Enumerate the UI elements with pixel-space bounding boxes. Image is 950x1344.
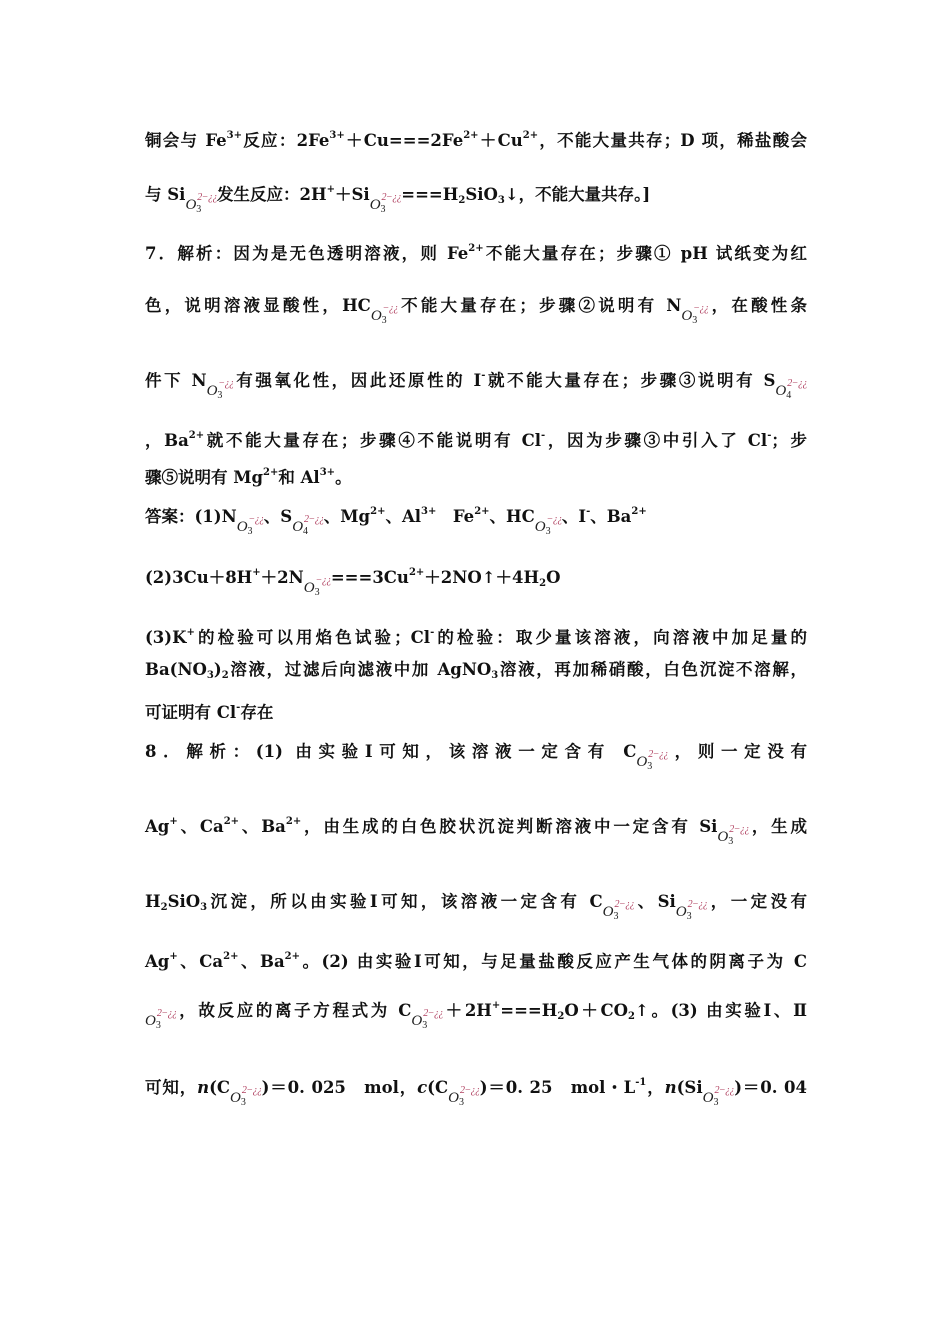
oxyanion-group: [145, 1002, 177, 1038]
text-line-7: [145, 461, 807, 490]
italic-symbol: c: [417, 1078, 428, 1097]
oxygen-count: 3: [381, 315, 387, 326]
text-run: 反应：2Fe: [242, 131, 330, 150]
oxygen-symbol: O: [681, 308, 693, 324]
superscript-charge: -: [541, 430, 546, 441]
ion-charge: 2−¿¿: [729, 824, 750, 835]
oxyanion-group: [230, 1079, 262, 1115]
text-run: 、Ca: [177, 952, 224, 971]
oxygen-count: 3: [240, 1097, 246, 1108]
oxygen-count: 3: [422, 1020, 428, 1031]
text-run: (3)K: [145, 628, 187, 647]
text-run: ，生成: [749, 817, 808, 836]
text-run: ，因为步骤③中引入了 Cl: [545, 431, 768, 450]
text-run: ＋2NO↑＋4H: [424, 568, 540, 587]
text-run: )＝0. 04: [734, 1078, 807, 1097]
text-line-12: [145, 696, 807, 725]
text-run: 色，说明溶液显酸性，HC: [145, 296, 371, 315]
text-line-2: [145, 177, 807, 213]
text-run: )＝0. 25 mol・L: [479, 1078, 636, 1097]
text-run: 、Al: [385, 507, 422, 526]
text-run: SiO: [167, 892, 201, 911]
oxygen-count: 3: [380, 204, 386, 215]
oxygen-symbol: O: [702, 1090, 714, 1106]
ion-charge: 2−¿¿: [304, 514, 324, 525]
text-run: 、S: [263, 507, 293, 526]
text-run: 、I: [561, 507, 587, 526]
text-line-16: [145, 945, 807, 974]
subscript-count: 3: [200, 902, 208, 913]
oxygen-symbol: O: [448, 1090, 459, 1106]
oxygen-count: 3: [686, 911, 692, 922]
superscript-charge: +: [491, 1000, 501, 1011]
oxyanion-group: [292, 508, 324, 544]
ion-charge: 2−¿¿: [787, 378, 807, 389]
text-run: ===3Cu: [330, 568, 409, 587]
subscript-count: 2: [628, 1011, 635, 1022]
subscript-count: 2: [539, 578, 547, 589]
oxyanion-group: [304, 569, 331, 605]
text-run: 不能大量存在；步骤②说明有 N: [397, 296, 682, 315]
text-run: 不能大量存在；步骤① pH 试纸变为红: [483, 244, 807, 263]
ion-charge: 2−¿¿: [241, 1085, 262, 1096]
superscript-charge: -: [430, 627, 435, 638]
text-run: ＋2N: [260, 568, 304, 587]
italic-symbol: n: [664, 1078, 677, 1097]
ion-charge: −¿¿: [693, 303, 709, 314]
text-run: ，一定没有: [707, 892, 808, 911]
ion-charge: −¿¿: [315, 575, 331, 586]
oxyanion-group: [603, 893, 635, 929]
text-run: Ba(NO: [145, 660, 207, 679]
text-run: SiO: [465, 185, 498, 204]
oxygen-count: 3: [545, 526, 551, 537]
text-run: H: [145, 892, 161, 911]
oxygen-symbol: O: [145, 1013, 156, 1029]
superscript-charge: 2+: [223, 951, 239, 962]
text-run: (C: [209, 1078, 231, 1097]
text-run: ，由生成的白色胶状沉淀判断溶液中一定含有 Si: [301, 817, 718, 836]
text-run: Ag: [145, 952, 170, 971]
superscript-charge: 2+: [408, 567, 425, 578]
text-run: O＋CO: [564, 1001, 629, 1020]
text-line-13: [145, 734, 807, 770]
text-run: O: [546, 568, 561, 587]
text-run: 。(2) 由实验Ⅰ可知，与足量盐酸反应产生气体的阴离子为 C: [299, 952, 808, 971]
ion-charge: 2−¿¿: [197, 192, 218, 203]
ion-charge: −¿¿: [546, 514, 562, 525]
ion-charge: 2−¿¿: [459, 1085, 480, 1096]
oxygen-count: 3: [647, 761, 653, 772]
text-run: 溶液，过滤后向滤液中加 AgNO: [228, 660, 492, 679]
text-run: ＋2H: [443, 1001, 492, 1020]
text-run: 、Ca: [177, 817, 224, 836]
oxyanion-group: [681, 297, 708, 333]
oxygen-count: 3: [692, 315, 698, 326]
text-run: 7．解析：因为是无色透明溶液，则 Fe: [145, 244, 469, 263]
text-run: Ag: [145, 817, 170, 836]
ion-charge: 2−¿¿: [687, 899, 708, 910]
oxygen-count: 4: [303, 526, 309, 537]
text-run: ===H: [401, 185, 459, 204]
subscript-count: 2: [221, 670, 229, 681]
text-run: 、Si: [634, 892, 676, 911]
superscript-charge: 3+: [226, 130, 242, 141]
oxyanion-group: [636, 743, 668, 779]
oxyanion-group: [448, 1079, 480, 1115]
superscript-charge: +: [169, 951, 178, 962]
oxygen-count: 3: [728, 836, 734, 847]
text-run: ，在酸性条: [708, 296, 807, 315]
text-run: 的检验：取少量该溶液，向溶液中加足量的: [434, 628, 808, 647]
text-run: 、Mg: [323, 507, 371, 526]
text-line-1: [145, 124, 807, 153]
oxyanion-group: [370, 186, 402, 222]
text-run: 溶液，再加稀硝酸，白色沉淀不溶解，: [498, 660, 808, 679]
text-run: 和 Al: [278, 468, 320, 487]
text-line-10: [145, 621, 807, 650]
oxygen-symbol: O: [230, 1090, 241, 1106]
text-run: 与 Si: [145, 185, 186, 204]
oxygen-count: 3: [458, 1097, 464, 1108]
superscript-charge: 2+: [463, 130, 479, 141]
oxygen-symbol: O: [411, 1013, 423, 1029]
oxygen-symbol: O: [370, 308, 382, 324]
text-run: ↑。(3) 由实验Ⅰ、Ⅱ: [634, 1001, 807, 1020]
oxyanion-group: [717, 818, 749, 854]
oxygen-count: 3: [713, 1097, 719, 1108]
oxyanion-group: [535, 508, 562, 544]
text-run: 骤⑤说明有 Mg: [145, 468, 264, 487]
ion-charge: −¿¿: [218, 378, 234, 389]
oxyanion-group: [237, 508, 264, 544]
text-run: ): [213, 660, 222, 679]
text-run: 就不能大量存在；步骤③说明有 S: [485, 371, 776, 390]
superscript-charge: 2+: [285, 816, 302, 827]
oxygen-count: 3: [155, 1020, 161, 1031]
text-run: 可知，: [145, 1078, 198, 1097]
text-run: 的检验可以用焰色试验；Cl: [194, 628, 431, 647]
oxygen-symbol: O: [534, 519, 546, 535]
oxyanion-group: [371, 297, 398, 333]
superscript-charge: 2+: [284, 951, 300, 962]
superscript-charge: 2+: [223, 816, 240, 827]
text-run: 答案：(1)N: [145, 507, 237, 526]
superscript-charge: 2+: [468, 243, 484, 254]
text-line-17: [145, 993, 807, 1029]
oxygen-symbol: O: [303, 580, 315, 596]
text-run: 发生反应：2H: [217, 185, 327, 204]
text-line-8: [145, 499, 807, 535]
superscript-charge: 2+: [474, 506, 490, 517]
text-run: 有强氧化性，因此还原性的 I: [233, 371, 482, 390]
text-run: (C: [427, 1078, 449, 1097]
text-run: ，: [646, 1078, 665, 1097]
oxyanion-group: [676, 893, 708, 929]
text-line-4: [145, 288, 807, 324]
text-run: ，不能大量共存；D 项，稀盐酸会: [538, 131, 807, 150]
superscript-charge: -: [767, 430, 772, 441]
text-run: 就不能大量存在；步骤④不能说明有 Cl: [204, 431, 542, 450]
oxygen-symbol: O: [236, 519, 248, 535]
subscript-count: 2: [458, 195, 466, 206]
oxygen-symbol: O: [369, 197, 381, 213]
text-run: Fe: [436, 507, 475, 526]
oxygen-count: 3: [247, 526, 253, 537]
oxygen-symbol: O: [292, 519, 304, 535]
text-run: 可证明有 Cl: [145, 703, 237, 722]
subscript-count: 2: [557, 1011, 565, 1022]
text-line-14: [145, 809, 807, 845]
superscript-charge: +: [186, 627, 195, 638]
oxygen-symbol: O: [206, 383, 218, 399]
oxyanion-group: [185, 186, 217, 222]
text-run: ，Ba: [145, 431, 189, 450]
oxygen-count: 3: [217, 390, 223, 401]
oxygen-count: 4: [786, 390, 792, 401]
text-run: ；步: [771, 431, 807, 450]
subscript-count: 3: [491, 670, 499, 681]
ion-charge: −¿¿: [248, 514, 264, 525]
text-run: ，则一定没有: [668, 742, 807, 761]
text-run: (Si: [676, 1078, 703, 1097]
text-run: 、Ba: [590, 507, 632, 526]
text-run: ↓，不能大量共存。]: [504, 185, 651, 204]
oxygen-symbol: O: [185, 197, 197, 213]
superscript-charge: +: [326, 184, 335, 195]
superscript-charge: 2+: [631, 506, 647, 517]
superscript-charge: 3+: [319, 467, 336, 478]
text-run: ===H: [500, 1001, 558, 1020]
subscript-count: 2: [160, 902, 168, 913]
superscript-charge: -1: [635, 1077, 647, 1088]
text-run: ，故反应的离子方程式为 C: [176, 1001, 412, 1020]
superscript-charge: -: [481, 370, 486, 381]
text-run: (2)3Cu＋8H: [145, 568, 253, 587]
superscript-charge: 2+: [370, 506, 386, 517]
oxyanion-group: [775, 372, 807, 408]
text-run: 、Ba: [238, 952, 285, 971]
ion-charge: 2−¿¿: [381, 192, 402, 203]
text-line-11: [145, 658, 807, 688]
ion-charge: 2−¿¿: [648, 749, 668, 760]
oxygen-count: 3: [314, 587, 320, 598]
oxygen-symbol: O: [602, 904, 614, 920]
italic-symbol: n: [197, 1078, 210, 1097]
subscript-count: 3: [497, 195, 505, 206]
oxygen-count: 3: [196, 204, 202, 215]
ion-charge: 2−¿¿: [423, 1008, 444, 1019]
text-run: ＋Cu: [478, 131, 523, 150]
ion-charge: 2−¿¿: [614, 899, 635, 910]
oxyanion-group: [703, 1079, 735, 1115]
text-run: 、Ba: [239, 817, 286, 836]
text-run: 、HC: [489, 507, 535, 526]
text-run: 件下 N: [145, 371, 207, 390]
text-run: ＋Si: [335, 185, 370, 204]
text-run: ＋Cu===2Fe: [344, 131, 464, 150]
text-run: 铜会与 Fe: [145, 131, 227, 150]
text-line-18: [145, 1070, 807, 1106]
oxygen-count: 3: [613, 911, 619, 922]
oxyanion-group: [411, 1002, 443, 1038]
oxygen-symbol: O: [775, 383, 787, 399]
ion-charge: 2−¿¿: [714, 1085, 735, 1096]
text-run: 沉淀，所以由实验Ⅰ可知，该溶液一定含有 C: [207, 892, 603, 911]
superscript-charge: 3+: [329, 130, 345, 141]
text-run: 8．解析：(1) 由实验Ⅰ可知，该溶液一定含有 C: [145, 742, 637, 761]
superscript-charge: 2+: [188, 430, 205, 441]
superscript-charge: +: [252, 567, 261, 578]
superscript-charge: 2+: [263, 467, 279, 478]
oxygen-symbol: O: [636, 754, 648, 770]
ion-charge: 2−¿¿: [156, 1008, 177, 1019]
text-run: )＝0. 025 mol，: [261, 1078, 418, 1097]
superscript-charge: -: [586, 506, 591, 517]
text-line-6: [145, 424, 807, 453]
text-line-9: [145, 560, 807, 596]
text-line-3: [145, 237, 807, 266]
superscript-charge: -: [236, 702, 241, 713]
oxyanion-group: [207, 372, 234, 408]
superscript-charge: 3+: [421, 506, 437, 517]
subscript-count: 3: [206, 670, 214, 681]
text-line-5: [145, 363, 807, 399]
ion-charge: −¿¿: [382, 303, 398, 314]
text-line-15: [145, 884, 807, 920]
text-run: 存在: [240, 703, 274, 722]
text-run: 。: [335, 468, 352, 487]
superscript-charge: 2+: [522, 130, 539, 141]
oxygen-symbol: O: [717, 829, 729, 845]
oxygen-symbol: O: [675, 904, 687, 920]
superscript-charge: +: [169, 816, 178, 827]
